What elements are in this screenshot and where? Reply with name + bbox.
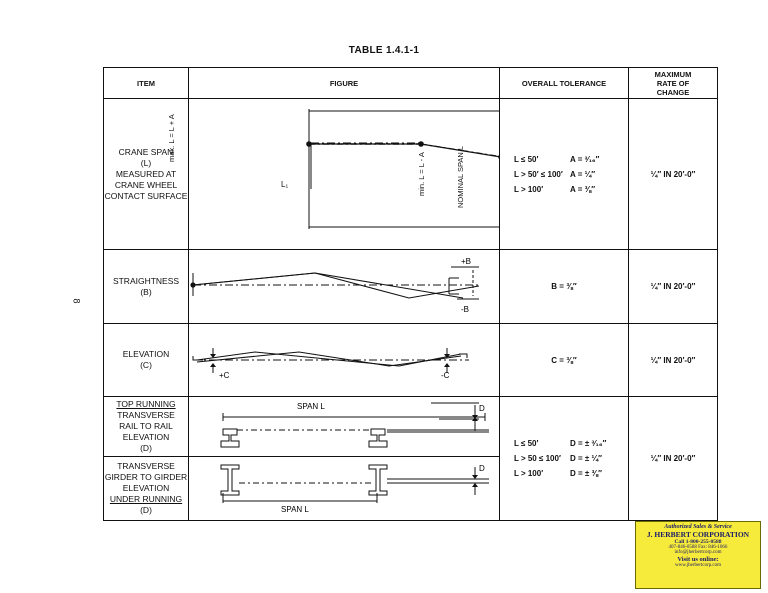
- straightness-tolerance: B = ⅜″: [500, 250, 629, 324]
- table-title: TABLE 1.4.1-1: [348, 45, 420, 56]
- transverse-tolerance: L ≤ 50′ D = ± ³⁄₁₆″ L > 50 ≤ 100′ D = ± ¼″ L > 100′ D = ± ⅜″: [500, 397, 629, 521]
- top-running-item: TOP RUNNING TRANSVERSE RAIL TO RAIL ELEVATION (D): [104, 397, 189, 457]
- under-running-d-label: D: [479, 464, 485, 473]
- table-row: [104, 397, 718, 457]
- elevation-item: ELEVATION (C): [104, 324, 189, 397]
- header-row: [104, 68, 718, 99]
- page-number: 8: [71, 298, 82, 304]
- transverse-rate: ¼″ IN 20′-0″: [629, 397, 718, 521]
- header-max-rate: MAXIMUM RATE OF CHANGE: [629, 68, 718, 99]
- straightness-rate: ¼″ IN 20′-0″: [629, 250, 718, 324]
- straightness-item: STRAIGHTNESS (B): [104, 250, 189, 324]
- elevation-minus-label: -C: [441, 371, 450, 380]
- straightness-plus-label: +B: [461, 257, 472, 266]
- nominal-span-label: NOMINAL SPAN L: [456, 145, 465, 208]
- table-row: [104, 250, 718, 324]
- elevation-figure: [189, 324, 500, 397]
- elevation-tolerance: C = ⅜″: [500, 324, 629, 397]
- top-running-d-label: D: [479, 404, 485, 413]
- header-item: ITEM: [104, 68, 189, 99]
- elevation-rate: ¼″ IN 20′-0″: [629, 324, 718, 397]
- tolerance-table: [103, 67, 718, 521]
- crane-span-rate: ¼″ IN 20′-0″: [629, 99, 718, 250]
- table-row: [104, 99, 718, 250]
- table-row: [104, 324, 718, 397]
- header-overall-tolerance: OVERALL TOLERANCE: [500, 68, 629, 99]
- dealer-stamp: Authorized Sales & Service J. HERBERT CORPORATION Call 1-800-255-0588 407-846-0588 Fax: 846-1066 info@jherbertcorp.com Visit us online: www.jherbertcorp.com: [635, 521, 761, 589]
- crane-span-item: CRANE SPAN (L) MEASURED AT CRANE WHEEL CONTACT SURFACE: [104, 99, 189, 250]
- straightness-minus-label: -B: [461, 305, 469, 314]
- under-running-item: TRANSVERSE GIRDER TO GIRDER ELEVATION UNDER RUNNING (D): [104, 457, 189, 521]
- min-l-label: min. L = L - A: [417, 152, 426, 196]
- under-running-span-label: SPAN L: [281, 505, 309, 514]
- under-running-figure: [189, 457, 500, 521]
- l1-label: L₁: [281, 180, 289, 189]
- max-l-label: max. L = L + A: [167, 114, 176, 162]
- elevation-plus-label: +C: [219, 371, 230, 380]
- straightness-figure: [189, 250, 500, 324]
- crane-span-tolerance: L ≤ 50′ A = ³⁄₁₆″ L > 50′ ≤ 100′ A = ¼″ L > 100′ A = ⅜″: [500, 99, 629, 250]
- top-running-span-label: SPAN L: [297, 402, 325, 411]
- crane-span-figure: [189, 99, 500, 250]
- top-running-figure: [189, 397, 500, 457]
- header-figure: FIGURE: [189, 68, 500, 99]
